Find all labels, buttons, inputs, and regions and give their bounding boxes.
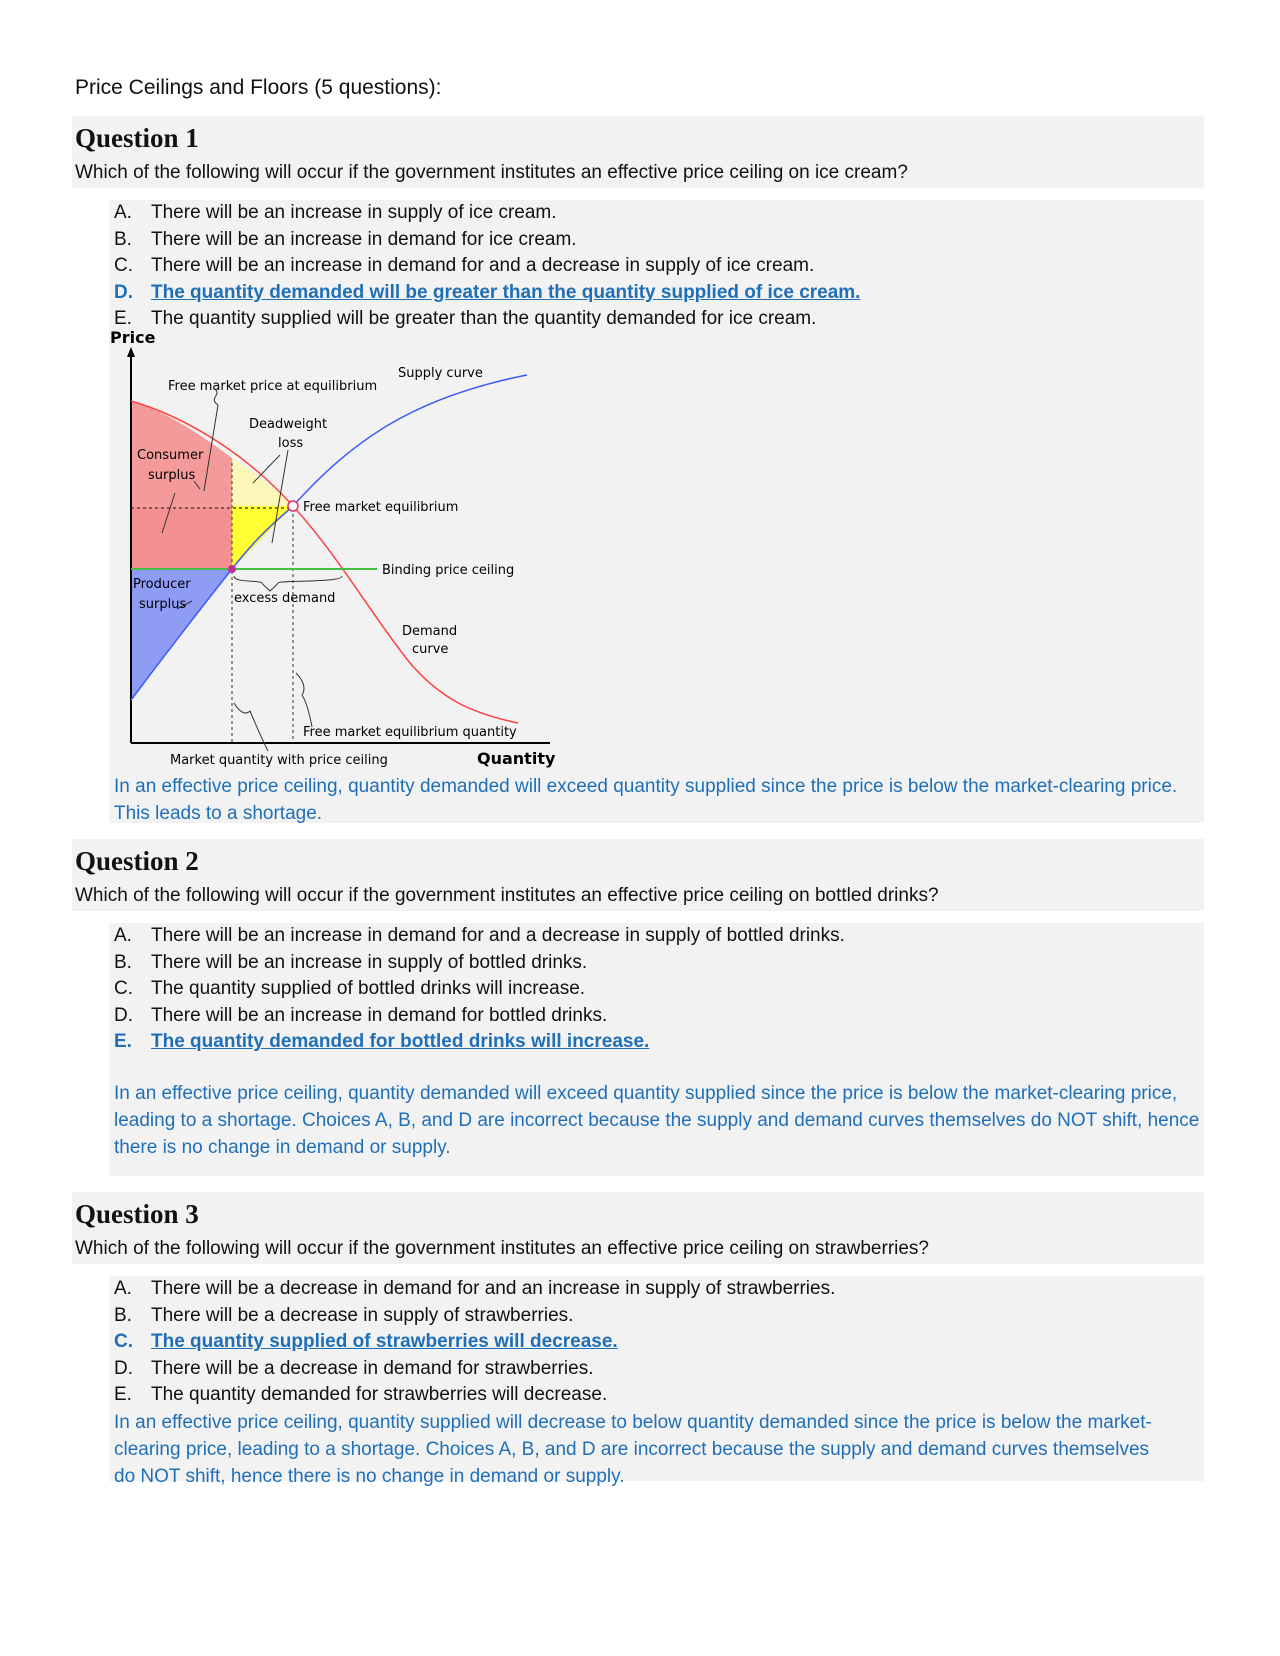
option-a: A. There will be an increase in demand for and a decrease in supply of bottled drinks. <box>114 925 845 946</box>
option-e: E. The quantity supplied will be greater than the quantity demanded for ice cream. <box>114 308 817 330</box>
question-3-stem: Which of the following will occur if the government institutes an effective price ceiling on strawberries? <box>75 1238 929 1259</box>
question-2-stem: Which of the following will occur if the government institutes an effective price ceiling on bottled drinks? <box>75 885 939 906</box>
deadweight-label-2: loss <box>278 436 304 451</box>
supply-curve-label: Supply curve <box>398 366 483 381</box>
producer-surplus-label-1: Producer <box>133 577 191 592</box>
option-b: B. There will be an increase in demand for ice cream. <box>114 228 577 250</box>
equilibrium-point <box>288 501 298 511</box>
free-market-equilibrium-label: Free market equilibrium <box>303 500 459 515</box>
free-market-price-label: Free market price at equilibrium <box>168 379 378 394</box>
document-title: Price Ceilings and Floors (5 questions): <box>75 76 442 99</box>
question-2-options <box>109 923 1204 1176</box>
price-ceiling-diagram-svg <box>110 328 610 813</box>
binding-price-ceiling-label: Binding price ceiling <box>382 563 515 578</box>
question-2-heading: Question 2 <box>75 846 199 876</box>
question-1-heading: Question 1 <box>75 123 199 153</box>
option-e-correct: E. The quantity demanded for bottled drinks will increase. <box>114 1031 650 1053</box>
option-c-correct: C. The quantity supplied of strawberries will decrease. <box>114 1331 618 1353</box>
option-a: A. There will be an increase in supply of ice cream. <box>114 202 557 223</box>
demand-curve-label-2: curve <box>412 642 449 657</box>
excess-demand-label: excess demand <box>234 591 336 606</box>
deadweight-label-1: Deadweight <box>249 417 328 432</box>
option-d-correct: D. The quantity demanded will be greater than the quantity supplied of ice cream. <box>114 281 861 303</box>
deadweight-light-area <box>232 458 293 506</box>
question-3-options <box>109 1276 1204 1487</box>
producer-surplus-label-2: surplus <box>139 597 187 612</box>
option-b: B. There will be a decrease in supply of strawberries. <box>114 1304 574 1326</box>
question-3-explanation: In an effective price ceiling, quantity supplied will decrease to below quantity demanded since the price is below the market-clearing price, leading to a shortage. Choices A, B, and D are incorrect because the supply and demand curves themselves do NOT shift, hence there is no change in demand or supply. <box>114 1411 1152 1487</box>
price-ceiling-diagram <box>110 328 610 813</box>
demand-curve-label-1: Demand <box>402 624 458 639</box>
question-3-header <box>72 1192 1204 1264</box>
free-market-quantity-label: Free market equilibrium quantity <box>303 725 517 740</box>
question-1-explanation: In an effective price ceiling, quantity demanded will exceed quantity supplied since the price is below the market-clearing price. This leads to a shortage. <box>114 776 1178 824</box>
deadweight-dark-area <box>232 506 293 569</box>
option-d: D. There will be a decrease in demand for strawberries. <box>114 1357 594 1379</box>
option-d: D. There will be an increase in demand for bottled drinks. <box>114 1004 608 1026</box>
ceiling-point <box>228 565 236 573</box>
option-b: B. There will be an increase in supply of bottled drinks. <box>114 951 588 973</box>
consumer-surplus-label-2: surplus <box>148 468 196 483</box>
option-a: A. There will be a decrease in demand for and an increase in supply of strawberries. <box>114 1278 836 1299</box>
option-c: C. The quantity supplied of bottled drinks will increase. <box>114 978 586 1000</box>
y-axis-label: Price <box>110 328 156 347</box>
question-2-header <box>72 839 1204 911</box>
question-1-header <box>72 116 1204 188</box>
ceiling-quantity-label: Market quantity with price ceiling <box>170 753 388 768</box>
x-axis-label: Quantity <box>477 749 556 768</box>
question-3-heading: Question 3 <box>75 1199 199 1229</box>
consumer-surplus-dark-area <box>131 508 232 569</box>
option-e: E. The quantity demanded for strawberries will decrease. <box>114 1384 608 1406</box>
y-axis-arrow <box>127 347 135 357</box>
consumer-surplus-label-1: Consumer <box>137 448 204 463</box>
question-1-stem: Which of the following will occur if the government institutes an effective price ceiling on ice cream? <box>75 162 908 183</box>
option-c: C. There will be an increase in demand for and a decrease in supply of ice cream. <box>114 255 815 277</box>
question-2-explanation: In an effective price ceiling, quantity demanded will exceed quantity supplied since the price is below the market-clearing price, leading to a shortage. Choices A, B, and D are incorrect because the supply and demand curves themselves do NOT shift, hence there is no change in demand or supply. <box>114 1082 1200 1158</box>
